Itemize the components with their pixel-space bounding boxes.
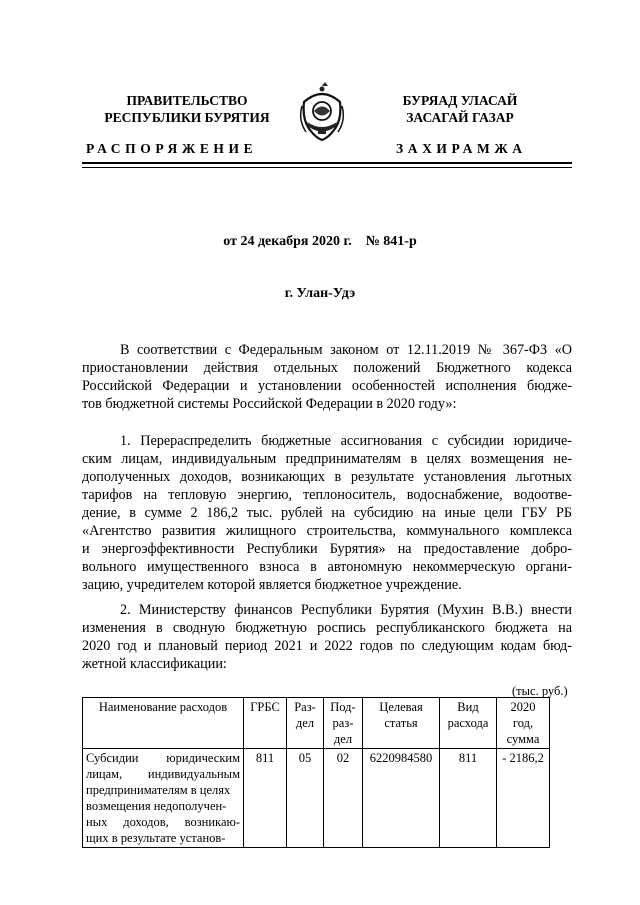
item-1-line: ским лицам, индивидуальным предпринимателям в целях возмещения не- [82, 451, 572, 467]
item-2-paragraph [82, 601, 572, 673]
header-celevaya-line: Целевая [379, 700, 423, 714]
table-units: (тыс. руб.) [512, 684, 568, 698]
header-grbs: ГРБС [244, 698, 287, 749]
government-line-1: ПРАВИТЕЛЬСТВО [126, 93, 248, 108]
government-line-2: РЕСПУБЛИКИ БУРЯТИЯ [104, 110, 270, 125]
header-rule-thin [82, 167, 572, 168]
header-razdel-line: дел [295, 716, 315, 730]
document-date-number: от 24 декабря 2020 г. № 841-р [223, 234, 417, 249]
budget-classification-table [82, 697, 550, 848]
item-1-line: «Агентство развития жилищного строительства, коммунального комплекса [82, 523, 572, 539]
row-name-line: предпринимателям в целях [86, 783, 231, 797]
government-bur-line-1: БУРЯАД УЛАСАЙ [402, 93, 518, 108]
header-rule-thick [82, 162, 572, 164]
preamble-line: Российской Федерации и установлении особенностей исполнения бюдже- [82, 378, 572, 394]
preamble-line: тов бюджетной системы Российской Федерации в 2020 году»: [82, 396, 457, 412]
row-vid: 811 [440, 749, 497, 848]
item-1-line: дополученных доходов, возникающих в результате установления льготных [82, 469, 572, 485]
government-name-bur [360, 92, 560, 126]
table-row [83, 749, 550, 848]
item-1-line: 1. Перераспределить бюджетные ассигнования с субсидии юридиче- [120, 433, 572, 449]
government-bur-line-2: ЗАСАГАЙ ГАЗАР [406, 110, 514, 125]
item-2-line: 2. Министерству финансов Республики Бурятия (Мухин В.В.) внести [120, 602, 572, 618]
header-podrazdel-line: Под- [330, 700, 356, 714]
coat-of-arms-emblem [298, 80, 346, 144]
government-name-ru [82, 92, 292, 126]
header-celevaya-line: статья [384, 716, 418, 730]
row-podrazdel: 02 [324, 749, 363, 848]
item-2-line: изменения в сводную бюджетную роспись республиканского бюджета на [82, 620, 572, 636]
header-vid-line: Вид [457, 700, 479, 714]
header-razdel [287, 698, 324, 749]
item-1-line: вольного имущественного взноса в автономную некоммерческую органи- [82, 559, 572, 575]
header-celevaya [363, 698, 440, 749]
doc-type-bur: ЗАХИРАМЖА [396, 141, 527, 156]
item-2-line: 2020 год и плановый период 2021 и 2022 годов по следующим кодам бюд- [82, 638, 572, 654]
row-celevaya: 6220984580 [363, 749, 440, 848]
header-podrazdel-line: дел [333, 732, 353, 746]
doc-type-ru: РАСПОРЯЖЕНИЕ [86, 141, 258, 156]
preamble-paragraph [82, 341, 572, 413]
header-vid [440, 698, 497, 749]
header-sum-line: сумма [506, 732, 540, 746]
item-1-paragraph [82, 432, 572, 594]
item-2-line: жетной классификации: [82, 656, 227, 672]
header-sum-line: год, [512, 716, 534, 730]
row-name [83, 749, 244, 848]
document-city: г. Улан-Удэ [284, 286, 356, 301]
header-razdel-line: Раз- [294, 700, 316, 714]
header-vid-line: расхода [447, 716, 489, 730]
row-name-line: Субсидии юридическим [86, 751, 240, 765]
row-sum: - 2186,2 [497, 749, 550, 848]
item-1-line: дение, в сумме 2 186,2 тыс. рублей на субсидию на иные цели ГБУ РБ [82, 505, 572, 521]
row-name-line: лицам, индивидуальным [86, 767, 240, 781]
item-1-line: и энергоэффективности Республики Бурятия» на предоставление добро- [82, 541, 572, 557]
row-name-line: щих в результате установ- [86, 831, 226, 845]
row-razdel: 05 [287, 749, 324, 848]
header-sum [497, 698, 550, 749]
header-podrazdel [324, 698, 363, 749]
row-name-line: ных доходов, возникаю- [86, 815, 240, 829]
item-1-line: тарифов на тепловую энергию, теплоноситель, водоснабжение, водоотве- [82, 487, 572, 503]
row-name-line: возмещения недополучен- [86, 799, 227, 813]
item-1-line: зацию, учредителем которой является бюджетное учреждение. [82, 577, 462, 593]
preamble-line: В соответствии с Федеральным законом от 12.11.2019 № 367-ФЗ «О [120, 342, 572, 358]
header-sum-line: 2020 [510, 700, 536, 714]
row-grbs: 811 [244, 749, 287, 848]
preamble-line: приостановлении действия отдельных положений Бюджетного кодекса [82, 360, 572, 376]
header-podrazdel-line: раз- [332, 716, 354, 730]
table-header-row [83, 698, 550, 749]
header-name: Наименование расходов [83, 698, 244, 749]
